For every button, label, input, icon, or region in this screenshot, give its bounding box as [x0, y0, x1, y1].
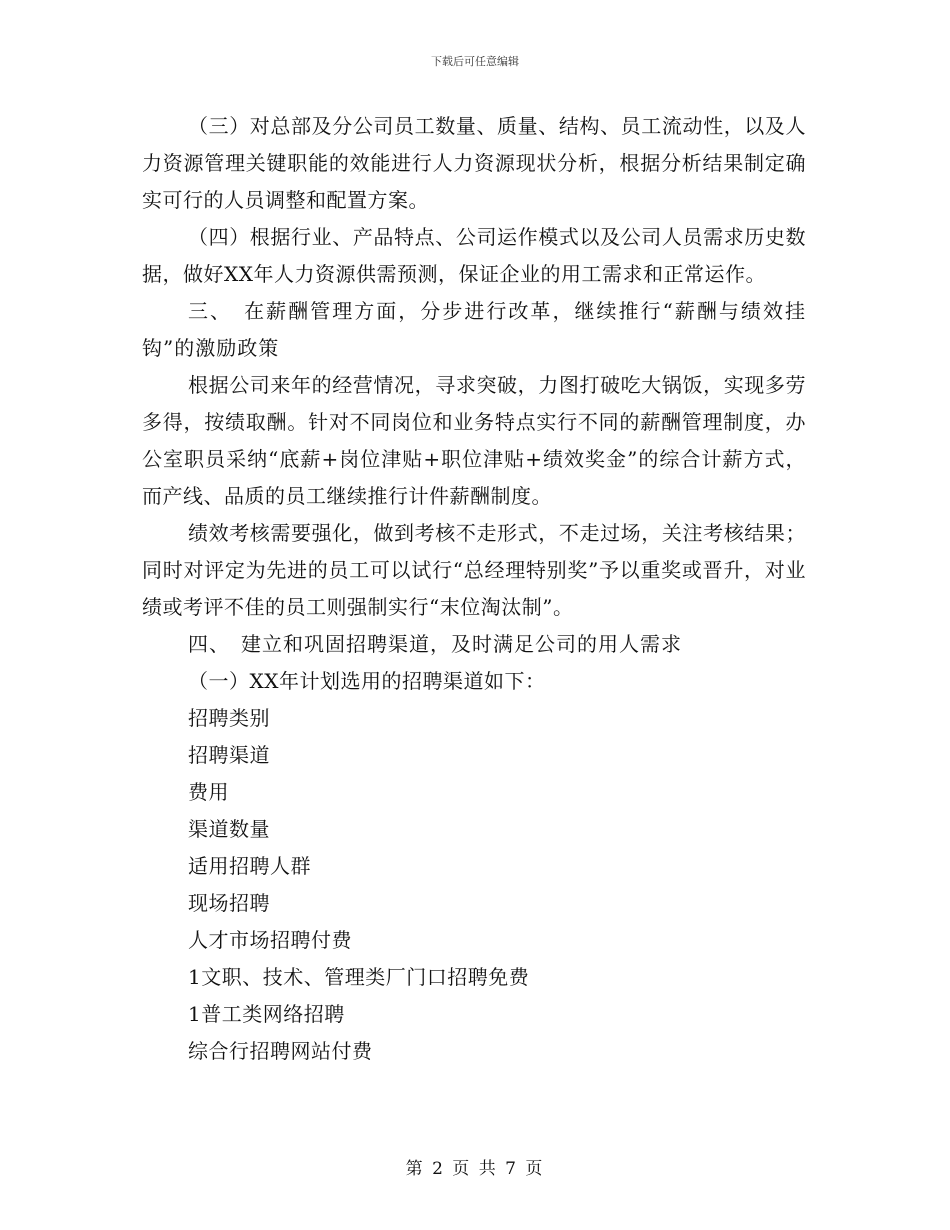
- paragraph-staff-analysis: （三）对总部及分公司员工数量、质量、结构、员工流动性，以及人力资源管理关键职能的效能进行人力资源现状分析，根据分析结果制定确实可行的人员调整和配置方案。: [142, 114, 806, 212]
- list-item: 适用招聘人群: [188, 854, 311, 878]
- paragraph-supply-forecast: （四）根据行业、产品特点、公司运作模式以及公司人员需求历史数据，做好XX年人力资源供需预测，保证企业的用工需求和正常运作。: [142, 225, 806, 286]
- list-item: 费用: [188, 780, 229, 804]
- paragraph-compensation-reform: 根据公司来年的经营情况，寻求突破，力图打破吃大锅饭，实现多劳多得，按绩取酬。针对不同岗位和业务特点实行不同的薪酬管理制度，办公室职员采纳“底薪+岗位津贴+职位津贴+绩效奖金”的综合计薪方式，而产线、品质的员工继续推行计件薪酬制度。: [142, 373, 806, 508]
- paragraph-recruitment-channels-intro: （一）XX年计划选用的招聘渠道如下：: [188, 669, 546, 693]
- list-item: 人才市场招聘付费: [188, 928, 352, 952]
- list-item: 1文职、技术、管理类厂门口招聘免费: [188, 965, 530, 989]
- section-heading-recruitment: 四、 建立和巩固招聘渠道，及时满足公司的用人需求: [188, 632, 682, 656]
- list-item: 招聘类别: [188, 706, 270, 730]
- paragraph-performance-review: 绩效考核需要强化，做到考核不走形式，不走过场，关注考核结果；同时对评定为先进的员工可以试行“总经理特别奖”予以重奖或晋升，对业绩或考评不佳的员工则强制实行“末位淘汰制”。: [142, 521, 806, 619]
- list-item: 招聘渠道: [188, 743, 270, 767]
- section-heading-compensation: 三、 在薪酬管理方面，分步进行改革，继续推行“薪酬与绩效挂钩”的激励政策: [142, 299, 806, 360]
- list-item: 现场招聘: [188, 891, 270, 915]
- header-note: 下载后可任意编辑: [431, 55, 519, 68]
- list-item: 1普工类网络招聘: [188, 1002, 345, 1026]
- list-item: 综合行招聘网站付费: [188, 1039, 373, 1063]
- document-body: [142, 108, 806, 1070]
- page-number-footer: 第 2 页 共 7 页: [405, 1159, 545, 1179]
- list-item: 渠道数量: [188, 817, 270, 841]
